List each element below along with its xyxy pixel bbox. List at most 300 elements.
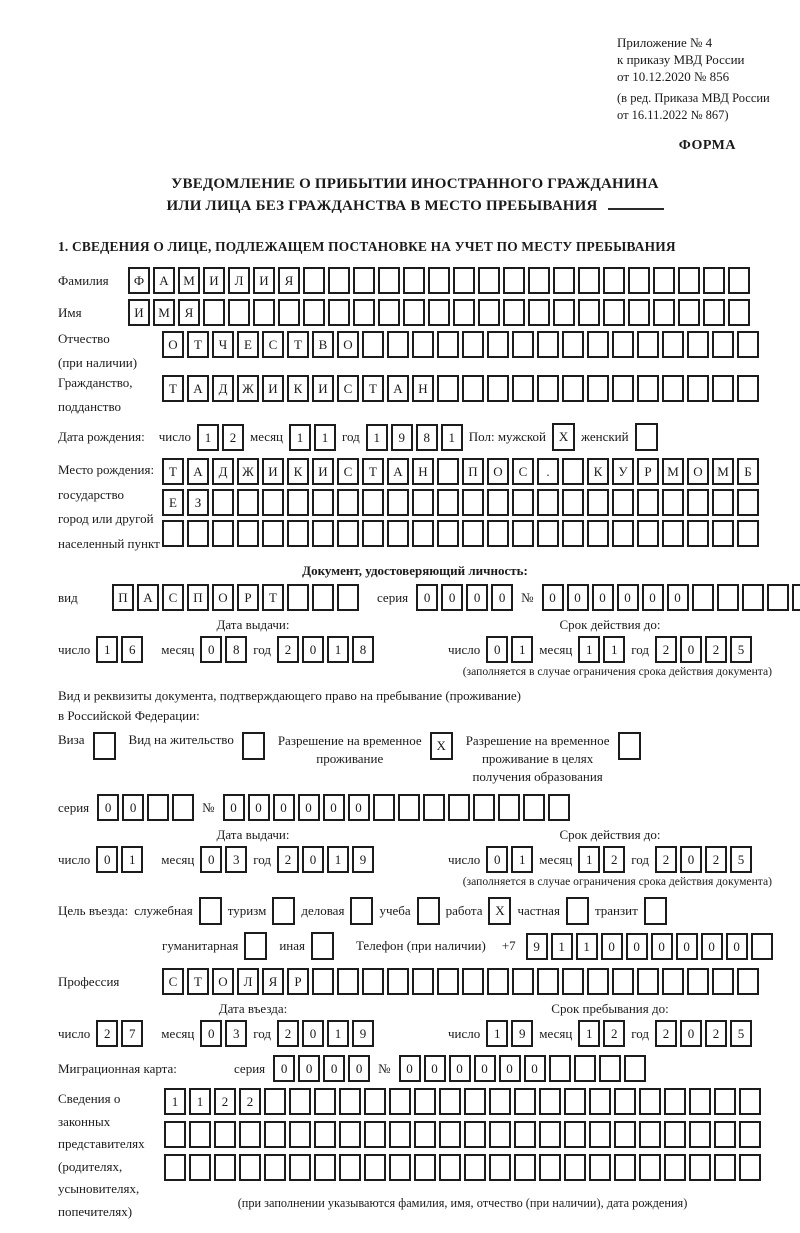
char-cell xyxy=(637,968,659,995)
char-cell xyxy=(437,458,459,485)
char-cell xyxy=(714,1154,736,1181)
char-cell xyxy=(562,331,584,358)
char-cell: К xyxy=(587,458,609,485)
char-cell: 5 xyxy=(730,636,752,663)
phone-prefix: +7 xyxy=(501,938,516,953)
char-cell: М xyxy=(662,458,684,485)
stay-year-cells xyxy=(655,1020,752,1047)
char-cell xyxy=(587,968,609,995)
document-title xyxy=(58,174,772,217)
char-cell xyxy=(703,299,725,326)
char-cell xyxy=(287,584,309,611)
char-cell: Я xyxy=(178,299,200,326)
char-cell xyxy=(287,520,309,547)
purpose-other-checkbox xyxy=(311,932,334,960)
char-cell xyxy=(378,299,400,326)
char-cell xyxy=(389,1154,411,1181)
char-cell: Т xyxy=(262,584,284,611)
char-cell: 2 xyxy=(277,1020,299,1047)
char-cell: А xyxy=(187,375,209,402)
char-cell: 3 xyxy=(225,846,247,873)
char-cell xyxy=(373,794,395,821)
char-cell xyxy=(262,520,284,547)
char-cell xyxy=(612,489,634,516)
char-cell xyxy=(328,299,350,326)
char-cell xyxy=(537,968,559,995)
char-cell: О xyxy=(212,968,234,995)
char-cell: О xyxy=(337,331,359,358)
char-cell xyxy=(264,1121,286,1148)
entry-year-cells xyxy=(277,1020,374,1047)
char-cell: 0 xyxy=(486,846,508,873)
char-cell: К xyxy=(287,458,309,485)
char-cell xyxy=(312,968,334,995)
char-cell xyxy=(147,794,169,821)
char-cell: 0 xyxy=(96,846,118,873)
char-cell xyxy=(503,267,525,294)
doc-valid-day-cells xyxy=(486,636,533,663)
entry-day-cells xyxy=(96,1020,143,1047)
year-label: год xyxy=(253,1025,272,1041)
char-cell: 0 xyxy=(302,1020,324,1047)
char-cell xyxy=(487,489,509,516)
char-cell xyxy=(314,1088,336,1115)
given-name-label: Имя xyxy=(58,304,82,320)
char-cell xyxy=(239,1121,261,1148)
char-cell: 0 xyxy=(486,636,508,663)
char-cell xyxy=(387,968,409,995)
char-cell: 0 xyxy=(298,794,320,821)
char-cell xyxy=(514,1154,536,1181)
char-cell: 0 xyxy=(676,933,698,960)
char-cell xyxy=(737,968,759,995)
char-cell: 1 xyxy=(366,424,388,451)
char-cell: 9 xyxy=(352,846,374,873)
char-cell xyxy=(548,794,570,821)
char-cell xyxy=(737,331,759,358)
char-cell xyxy=(214,1154,236,1181)
char-cell xyxy=(314,1121,336,1148)
migration-number-cells xyxy=(399,1055,646,1082)
char-cell: 1 xyxy=(327,1020,349,1047)
representatives-cells-row3 xyxy=(164,1154,761,1181)
doc-issue-day-cells xyxy=(96,636,143,663)
char-cell: О xyxy=(212,584,234,611)
birth-month-cells xyxy=(289,424,336,451)
char-cell: Б xyxy=(737,458,759,485)
visit-purpose-label: Цель въезда: xyxy=(58,903,129,918)
purpose-humanitarian-checkbox xyxy=(244,932,267,960)
char-cell xyxy=(662,520,684,547)
birth-year-cells xyxy=(366,424,463,451)
char-cell xyxy=(751,933,773,960)
temp-residence-education-checkbox xyxy=(618,732,641,760)
char-cell xyxy=(462,520,484,547)
char-cell xyxy=(362,968,384,995)
char-cell xyxy=(428,299,450,326)
char-cell xyxy=(512,331,534,358)
char-cell xyxy=(362,331,384,358)
char-cell xyxy=(662,489,684,516)
purpose-private-label: частная xyxy=(517,903,560,918)
char-cell xyxy=(487,968,509,995)
char-cell xyxy=(564,1154,586,1181)
year-label: год xyxy=(631,1025,650,1041)
char-cell xyxy=(587,489,609,516)
char-cell: 0 xyxy=(667,584,689,611)
char-cell: 2 xyxy=(705,846,727,873)
char-cell: 0 xyxy=(617,584,639,611)
char-cell xyxy=(337,584,359,611)
char-cell xyxy=(353,267,375,294)
char-cell: Я xyxy=(278,267,300,294)
day-label: число xyxy=(58,851,91,867)
char-cell: 0 xyxy=(651,933,673,960)
char-cell xyxy=(212,520,234,547)
char-cell xyxy=(428,267,450,294)
char-cell xyxy=(687,331,709,358)
char-cell: 0 xyxy=(348,794,370,821)
doc-number-cells xyxy=(542,584,800,611)
char-cell xyxy=(262,489,284,516)
char-cell xyxy=(739,1088,761,1115)
char-cell xyxy=(287,489,309,516)
residence-permit-checkbox xyxy=(242,732,265,760)
char-cell xyxy=(362,520,384,547)
char-cell: 0 xyxy=(200,846,222,873)
char-cell: 5 xyxy=(730,846,752,873)
char-cell: С xyxy=(162,584,184,611)
char-cell: Я xyxy=(262,968,284,995)
title-line-1: УВЕДОМЛЕНИЕ О ПРИБЫТИИ ИНОСТРАННОГО ГРАЖДАНИНА xyxy=(171,176,659,192)
day-label: число xyxy=(448,851,481,867)
doc-issue-year-cells xyxy=(277,636,374,663)
residence-issue-year-cells xyxy=(277,846,374,873)
char-cell xyxy=(678,299,700,326)
char-cell xyxy=(712,489,734,516)
char-cell: 0 xyxy=(97,794,119,821)
char-cell xyxy=(637,375,659,402)
birth-place-label: Место рождения: государство город или другой населенный пункт xyxy=(58,462,160,551)
char-cell xyxy=(498,794,520,821)
char-cell xyxy=(453,267,475,294)
temp-residence-education-label: Разрешение на временное проживание в целях получения образования xyxy=(465,733,610,784)
char-cell xyxy=(312,520,334,547)
char-cell xyxy=(214,1121,236,1148)
char-cell xyxy=(662,968,684,995)
year-label: год xyxy=(631,641,650,657)
purpose-humanitarian-label: гуманитарная xyxy=(162,938,239,953)
char-cell: 0 xyxy=(680,846,702,873)
entry-month-cells xyxy=(200,1020,247,1047)
char-cell xyxy=(403,267,425,294)
doc-valid-year-cells xyxy=(655,636,752,663)
char-cell xyxy=(412,520,434,547)
char-cell xyxy=(528,299,550,326)
char-cell xyxy=(512,968,534,995)
month-label: месяц xyxy=(161,1025,195,1041)
char-cell xyxy=(589,1121,611,1148)
visa-checkbox xyxy=(93,732,116,760)
char-cell xyxy=(587,331,609,358)
char-cell xyxy=(337,968,359,995)
char-cell: И xyxy=(253,267,275,294)
char-cell xyxy=(689,1088,711,1115)
char-cell: 1 xyxy=(327,846,349,873)
char-cell xyxy=(303,267,325,294)
char-cell xyxy=(562,968,584,995)
char-cell xyxy=(462,968,484,995)
char-cell xyxy=(589,1088,611,1115)
char-cell xyxy=(164,1154,186,1181)
char-cell xyxy=(453,299,475,326)
char-cell: О xyxy=(687,458,709,485)
char-cell xyxy=(339,1088,361,1115)
char-cell xyxy=(462,489,484,516)
char-cell: 2 xyxy=(705,1020,727,1047)
char-cell xyxy=(253,299,275,326)
purpose-transit-checkbox xyxy=(644,897,667,925)
char-cell xyxy=(553,267,575,294)
char-cell xyxy=(364,1121,386,1148)
purpose-work-checkbox: X xyxy=(488,897,511,925)
char-cell xyxy=(162,520,184,547)
char-cell: 0 xyxy=(567,584,589,611)
char-cell xyxy=(328,267,350,294)
char-cell: 9 xyxy=(391,424,413,451)
purpose-work-label: работа xyxy=(445,903,483,918)
char-cell: 9 xyxy=(511,1020,533,1047)
month-label: месяц xyxy=(249,429,284,444)
char-cell xyxy=(539,1121,561,1148)
sex-male-checkbox: X xyxy=(552,423,575,451)
char-cell xyxy=(212,489,234,516)
char-cell: 1 xyxy=(511,846,533,873)
char-cell xyxy=(692,584,714,611)
char-cell: 2 xyxy=(239,1088,261,1115)
char-cell xyxy=(589,1154,611,1181)
char-cell xyxy=(614,1121,636,1148)
char-cell xyxy=(164,1121,186,1148)
char-cell xyxy=(553,299,575,326)
char-cell xyxy=(689,1154,711,1181)
representatives-note: (при заполнении указываются фамилия, имя, отчество (при наличии), дата рождения) xyxy=(237,1196,688,1210)
char-cell: 1 xyxy=(486,1020,508,1047)
char-cell: О xyxy=(487,458,509,485)
doc-kind-cells xyxy=(112,584,359,611)
char-cell xyxy=(639,1088,661,1115)
day-label: число xyxy=(448,641,481,657)
char-cell: Т xyxy=(362,375,384,402)
char-cell xyxy=(528,267,550,294)
char-cell: Т xyxy=(362,458,384,485)
char-cell: 1 xyxy=(189,1088,211,1115)
char-cell: 0 xyxy=(680,1020,702,1047)
visa-label: Виза xyxy=(58,732,85,747)
char-cell xyxy=(337,520,359,547)
birth-place-cells-row1 xyxy=(162,458,759,485)
month-label: месяц xyxy=(539,1025,573,1041)
char-cell xyxy=(678,267,700,294)
char-cell: 0 xyxy=(726,933,748,960)
stay-day-cells xyxy=(486,1020,533,1047)
header-amendment-line: (в ред. Приказа МВД России xyxy=(617,91,770,105)
char-cell xyxy=(514,1121,536,1148)
temp-residence-checkbox: X xyxy=(430,732,453,760)
char-cell xyxy=(537,489,559,516)
char-cell xyxy=(664,1154,686,1181)
char-cell xyxy=(464,1154,486,1181)
char-cell: 0 xyxy=(449,1055,471,1082)
char-cell xyxy=(687,968,709,995)
residence-number-label: № xyxy=(202,799,215,815)
char-cell xyxy=(714,1121,736,1148)
residence-valid-year-cells xyxy=(655,846,752,873)
char-cell: М xyxy=(712,458,734,485)
char-cell xyxy=(228,299,250,326)
char-cell xyxy=(439,1154,461,1181)
representatives-cells-row1 xyxy=(164,1088,761,1115)
char-cell xyxy=(314,1154,336,1181)
char-cell: 0 xyxy=(273,1055,295,1082)
char-cell: А xyxy=(153,267,175,294)
char-cell: И xyxy=(312,375,334,402)
char-cell xyxy=(728,267,750,294)
header-line: Приложение № 4 xyxy=(617,35,713,50)
char-cell: И xyxy=(203,267,225,294)
char-cell: 0 xyxy=(223,794,245,821)
char-cell xyxy=(464,1121,486,1148)
char-cell xyxy=(537,331,559,358)
char-cell xyxy=(728,299,750,326)
char-cell xyxy=(792,584,800,611)
identity-doc-heading: Документ, удостоверяющий личность: xyxy=(302,563,528,578)
purpose-business-label: деловая xyxy=(301,903,345,918)
char-cell xyxy=(549,1055,571,1082)
char-cell xyxy=(437,520,459,547)
residence-permit-label: Вид на жительство xyxy=(128,732,234,747)
char-cell xyxy=(237,520,259,547)
char-cell xyxy=(737,489,759,516)
sex-female-label: женский xyxy=(581,429,629,444)
char-cell: 0 xyxy=(441,584,463,611)
char-cell xyxy=(562,375,584,402)
char-cell xyxy=(478,267,500,294)
char-cell xyxy=(487,331,509,358)
char-cell xyxy=(289,1121,311,1148)
char-cell xyxy=(364,1154,386,1181)
char-cell: 2 xyxy=(655,636,677,663)
char-cell xyxy=(523,794,545,821)
char-cell: 0 xyxy=(248,794,270,821)
phone-label: Телефон (при наличии) xyxy=(355,938,486,953)
char-cell xyxy=(187,520,209,547)
char-cell: 0 xyxy=(499,1055,521,1082)
char-cell xyxy=(562,520,584,547)
char-cell: С xyxy=(337,375,359,402)
char-cell: Л xyxy=(237,968,259,995)
char-cell: 0 xyxy=(601,933,623,960)
char-cell xyxy=(587,520,609,547)
char-cell xyxy=(239,1154,261,1181)
char-cell: 2 xyxy=(96,1020,118,1047)
char-cell: Е xyxy=(237,331,259,358)
char-cell: 1 xyxy=(441,424,463,451)
issue-date-heading: Дата выдачи: xyxy=(216,617,290,632)
char-cell: 1 xyxy=(164,1088,186,1115)
char-cell: 1 xyxy=(578,1020,600,1047)
purpose-tourism-label: туризм xyxy=(227,903,267,918)
title-line-2: ИЛИ ЛИЦА БЕЗ ГРАЖДАНСТВА В МЕСТО ПРЕБЫВАНИЯ xyxy=(58,195,772,217)
char-cell: 0 xyxy=(701,933,723,960)
char-cell xyxy=(742,584,764,611)
month-label: месяц xyxy=(539,851,573,867)
char-cell xyxy=(564,1088,586,1115)
char-cell: 2 xyxy=(214,1088,236,1115)
char-cell xyxy=(639,1121,661,1148)
doc-series-label: серия xyxy=(377,589,409,605)
char-cell: Ж xyxy=(237,375,259,402)
char-cell xyxy=(687,375,709,402)
issue-date-heading: Дата выдачи: xyxy=(216,827,290,842)
representatives-cells-row2 xyxy=(164,1121,761,1148)
char-cell: М xyxy=(153,299,175,326)
char-cell: 0 xyxy=(424,1055,446,1082)
char-cell: С xyxy=(262,331,284,358)
purpose-official-checkbox xyxy=(199,897,222,925)
char-cell xyxy=(437,968,459,995)
char-cell: И xyxy=(262,458,284,485)
char-cell: 0 xyxy=(491,584,513,611)
char-cell xyxy=(717,584,739,611)
temp-residence-label: Разрешение на временное проживание xyxy=(277,733,422,766)
residence-doc-intro-2: в Российской Федерации: xyxy=(58,708,200,723)
char-cell: 8 xyxy=(225,636,247,663)
doc-kind-label: вид xyxy=(58,589,78,605)
char-cell: 0 xyxy=(466,584,488,611)
birth-day-cells xyxy=(197,424,244,451)
char-cell: 1 xyxy=(327,636,349,663)
purpose-tourism-checkbox xyxy=(272,897,295,925)
char-cell: Т xyxy=(187,968,209,995)
char-cell xyxy=(487,520,509,547)
char-cell: 1 xyxy=(314,424,336,451)
char-cell xyxy=(767,584,789,611)
doc-number-label: № xyxy=(521,589,534,605)
char-cell xyxy=(437,489,459,516)
year-label: год xyxy=(253,851,272,867)
char-cell xyxy=(364,1088,386,1115)
char-cell xyxy=(489,1121,511,1148)
birth-place-cells-row3 xyxy=(162,520,759,547)
char-cell xyxy=(664,1088,686,1115)
char-cell: Т xyxy=(187,331,209,358)
char-cell: 0 xyxy=(323,794,345,821)
char-cell: А xyxy=(187,458,209,485)
char-cell xyxy=(612,331,634,358)
char-cell xyxy=(448,794,470,821)
char-cell: И xyxy=(128,299,150,326)
day-label: число xyxy=(448,1025,481,1041)
char-cell: 0 xyxy=(416,584,438,611)
birth-place-cells-row2 xyxy=(162,489,759,516)
char-cell: Ч xyxy=(212,331,234,358)
char-cell: 0 xyxy=(323,1055,345,1082)
char-cell xyxy=(414,1088,436,1115)
char-cell: 0 xyxy=(273,794,295,821)
patronymic-cells xyxy=(162,331,759,358)
char-cell xyxy=(398,794,420,821)
